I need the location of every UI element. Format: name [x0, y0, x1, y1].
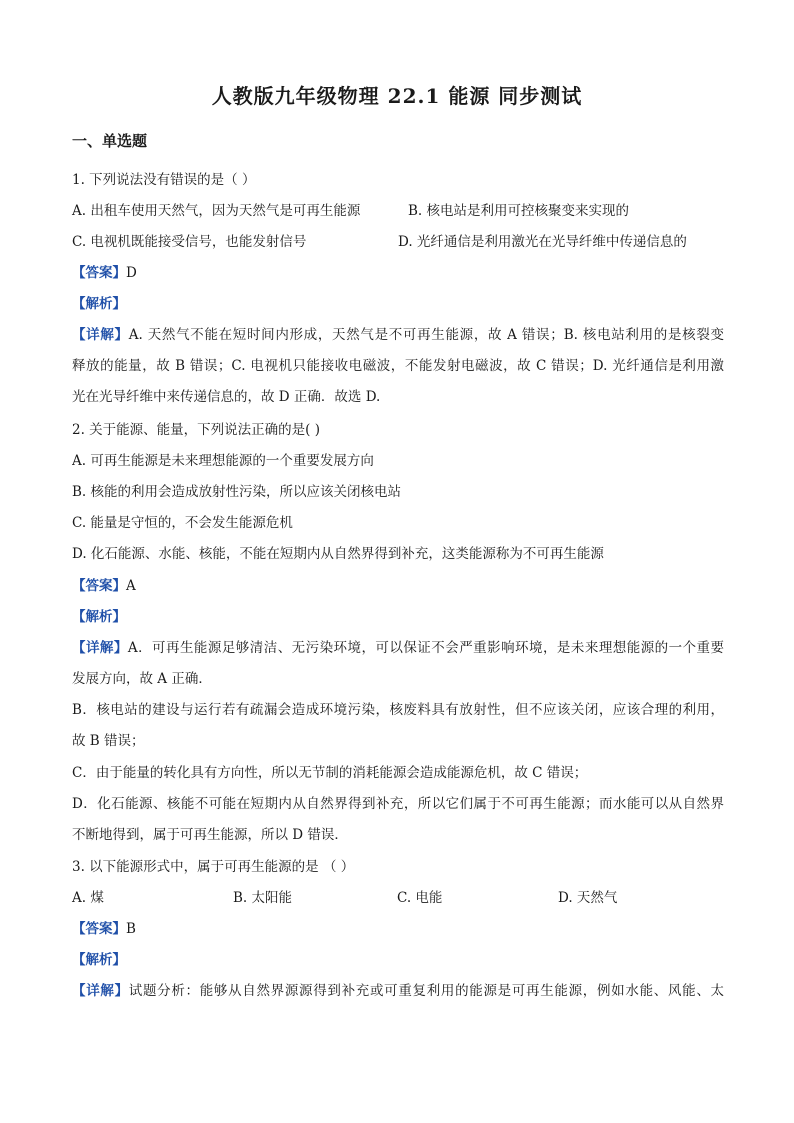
- question-3-analysis-label: [72, 951, 724, 969]
- section-heading: 一、单选题: [72, 132, 148, 150]
- detail-label: 【详解】: [72, 983, 129, 999]
- question-3-option-c: C. 电能: [397, 890, 443, 906]
- question-3-option-a: A. 煤: [72, 890, 104, 906]
- answer-label: 【答案】: [72, 265, 126, 281]
- question-1-option-a: A. 出租车使用天然气，因为天然气是可再生能源: [72, 203, 361, 219]
- answer-label: 【答案】: [72, 921, 126, 937]
- question-2-answer: [72, 577, 724, 595]
- question-2-stem: 2. 关于能源、能量，下列说法正确的是( ): [72, 422, 320, 438]
- question-3-answer: [72, 920, 724, 938]
- question-2-detail-line: B．核电站的建设与运行若有疏漏会造成环境污染，核废料具有放射性，但不应该关闭，应该合理的利用，: [72, 702, 724, 718]
- detail-text: A. 天然气不能在短时间内形成，天然气是不可再生能源，故 A 错误；B. 核电站利用的是核裂变: [128, 327, 724, 343]
- question-3-option-b: B. 太阳能: [233, 890, 293, 906]
- analysis-label: 【解析】: [72, 952, 126, 968]
- answer-value: D: [126, 265, 137, 281]
- detail-text: 试题分析：能够从自然界源源得到补充或可重复利用的能源是可再生能源，例如水能、风能、太: [128, 983, 724, 999]
- analysis-label: 【解析】: [72, 609, 126, 625]
- question-1-stem: 1. 下列说法没有错误的是（ ）: [72, 172, 256, 188]
- analysis-label: 【解析】: [72, 296, 126, 312]
- question-1-detail-line: 光在光导纤维中来传递信息的，故 D 正确．故选 D.: [72, 389, 381, 405]
- question-2-detail-line: D．化石能源、核能不可能在短期内从自然界得到补充，所以它们属于不可再生能源；而水能可以从自然界: [72, 796, 724, 812]
- question-3-option-d: D. 天然气: [558, 890, 618, 906]
- question-3-detail-line: [72, 982, 724, 1000]
- question-2-detail-line: 故 B 错误；: [72, 733, 145, 749]
- question-2-option-d: D. 化石能源、水能、核能，不能在短期内从自然界得到补充，这类能源称为不可再生能源: [72, 546, 604, 562]
- question-2-detail-line: 不断地得到，属于可再生能源，所以 D 错误．: [72, 827, 348, 843]
- question-2-option-a: A. 可再生能源是未来理想能源的一个重要发展方向: [72, 453, 374, 469]
- detail-label: 【详解】: [72, 640, 128, 656]
- question-2-analysis-label: [72, 608, 724, 626]
- question-1-answer: [72, 264, 724, 282]
- question-1-option-b: B. 核电站是利用可控核聚变来实现的: [408, 203, 630, 219]
- question-1-option-c: C. 电视机既能接受信号，也能发射信号: [72, 234, 307, 250]
- page-title: 人教版九年级物理 22.1 能源 同步测试: [211, 84, 583, 108]
- question-2-detail-line: 发展方向，故 A 正确．: [72, 671, 212, 687]
- answer-value: A: [126, 578, 136, 594]
- question-3-stem: 3. 以下能源形式中，属于可再生能源的是 （ ）: [72, 859, 355, 875]
- question-2-option-b: B. 核能的利用会造成放射性污染，所以应该关闭核电站: [72, 484, 402, 500]
- question-1-detail-line: [72, 326, 724, 344]
- question-2-detail-line: C．由于能量的转化具有方向性，所以无节制的消耗能源会造成能源危机，故 C 错误；: [72, 765, 588, 781]
- question-2-option-c: C. 能量是守恒的，不会发生能源危机: [72, 515, 293, 531]
- answer-value: B: [126, 921, 136, 937]
- detail-text: A．可再生能源足够清洁、无污染环境，可以保证不会严重影响环境，是未来理想能源的一个重要: [127, 640, 724, 656]
- question-1-detail-line: 释放的能量，故 B 错误；C. 电视机只能接收电磁波，不能发射电磁波，故 C 错误；D. 光纤通信是利用激: [72, 358, 724, 374]
- question-1-option-d: D. 光纤通信是利用激光在光导纤维中传递信息的: [398, 234, 687, 250]
- detail-label: 【详解】: [72, 327, 129, 343]
- question-2-detail-line: [72, 639, 724, 657]
- answer-label: 【答案】: [72, 578, 126, 594]
- question-1-analysis-label: [72, 295, 724, 313]
